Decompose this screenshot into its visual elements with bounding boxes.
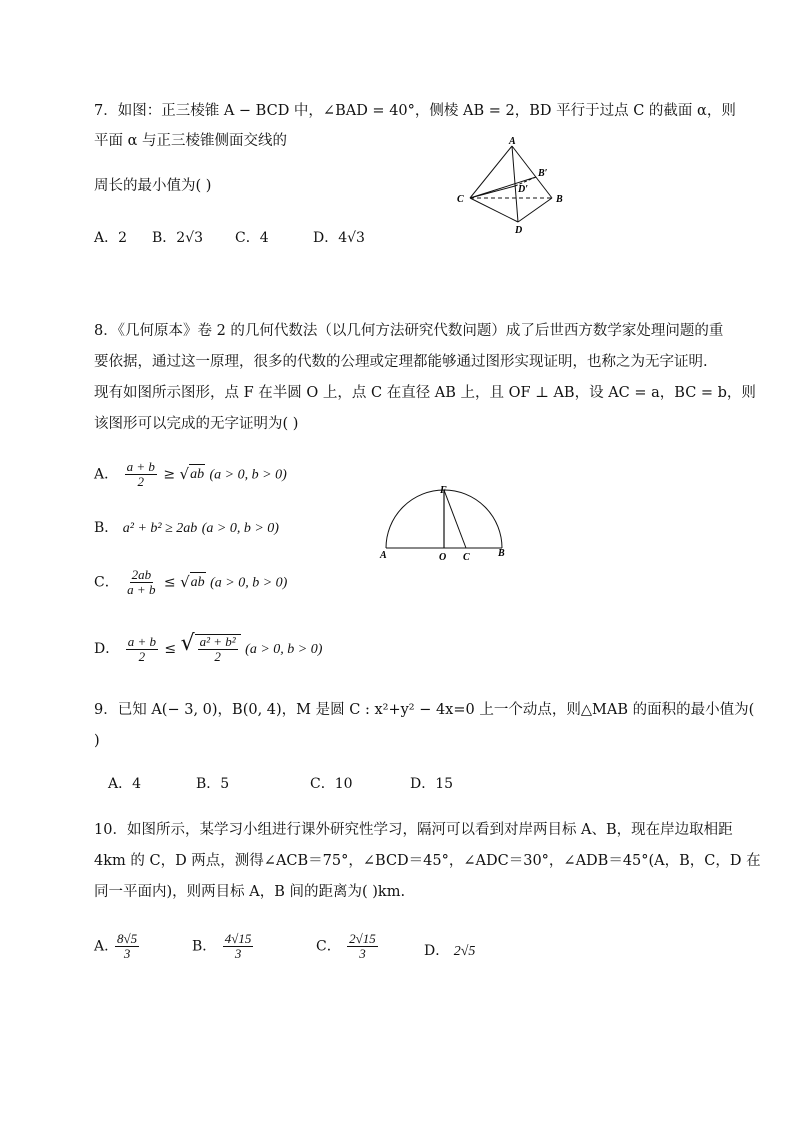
q8-stem-line2: 要依据，通过这一原理，很多的代数的公理或定理都能够通过图形实现证明，也称之为无字证明. <box>94 354 708 370</box>
q8-option-d-sqrt: √ $\frac{\text{a² + b²}}{2}$ <box>181 634 241 664</box>
q10-stem-line1: 10．如图所示，某学习小组进行课外研究性学习，隔河可以看到对岸两目标 A、B，现在岸边取相距 <box>94 822 733 838</box>
q8-option-a <box>94 460 287 489</box>
q8-option-a-label: A． <box>94 466 119 483</box>
q7-label-Dprime: D′ <box>518 184 529 195</box>
q7-label-D: D <box>515 225 523 236</box>
q10-option-a-numerator: 8√5 <box>117 931 138 946</box>
q10-option-a-denominator: 3 <box>123 946 131 961</box>
q10-option-b-label: B． <box>192 938 217 955</box>
q10-option-a-fraction <box>115 932 139 961</box>
q8-option-a-condition: (a > 0, b > 0) <box>209 467 287 483</box>
q8-stem-line3: 现有如图所示图形，点 F 在半圆 O 上，点 C 在直径 AB 上，且 OF ⊥ AB，设 AC = a，BC = b，则 <box>94 385 756 401</box>
q8-option-c-label: C． <box>94 574 119 591</box>
q8-option-d-numerator: a + b <box>127 633 156 649</box>
q8-option-d-denominator: 2 <box>138 648 146 664</box>
q9-option-c: C．10 <box>310 776 353 792</box>
q10-option-c-numerator: 2√15 <box>349 931 376 946</box>
q10-option-d-value: 2√5 <box>453 944 476 959</box>
q8-label-A: A <box>380 550 387 561</box>
q10-option-b <box>192 932 255 961</box>
q8-option-c-relation: ≤ <box>163 574 176 591</box>
q10-stem-line2: 4km 的 C，D 两点，测得∠ACB＝75°，∠BCD＝45°，∠ADC＝30°，∠ADB＝45°(A，B，C，D 在 <box>94 853 761 869</box>
q10-option-c-fraction <box>347 932 378 961</box>
q8-option-c-numerator: 2ab <box>131 567 152 582</box>
q8-option-c <box>94 568 287 597</box>
q9-stem-line1: 9．已知 A(− 3, 0)，B(0, 4)，M 是圆 C : x²+y² − 4x=0 上一个动点，则△MAB 的面积的最小值为( <box>94 702 755 718</box>
q8-option-b-formula: a² + b² ≥ 2ab <box>122 521 198 536</box>
q8-option-c-fraction <box>125 568 157 597</box>
q8-option-d-radicand-denominator: 2 <box>214 649 221 664</box>
q8-option-d-radicand-fraction <box>198 635 238 664</box>
q7-label-A: A <box>509 136 516 147</box>
q9-option-b: B．5 <box>196 776 230 792</box>
q8-option-c-radicand: ab <box>190 572 206 593</box>
q10-option-a-label: A. <box>94 938 109 955</box>
q7-stem-line1: 7．如图：正三棱锥 A − BCD 中，∠BAD = 40°，侧棱 AB = 2，BD 平行于过点 C 的截面 α，则 <box>94 103 736 119</box>
q8-option-d-radicand-numerator: a² + b² <box>199 634 236 649</box>
q10-stem-line3: 同一平面内)，则两目标 A，B 间的距离为( )km. <box>94 884 406 900</box>
q7-label-B: B <box>556 194 563 205</box>
q7-tetrahedron-figure <box>448 134 578 239</box>
q8-option-b-condition: (a > 0, b > 0) <box>201 521 279 536</box>
q7-label-C: C <box>457 194 464 205</box>
q8-semicircle-figure <box>376 484 516 564</box>
q8-option-d-label: D． <box>94 641 120 657</box>
q8-option-a-relation: ≥ <box>163 466 176 483</box>
q7-label-Bprime: B′ <box>538 168 548 179</box>
q10-option-b-denominator: 3 <box>234 946 242 961</box>
q10-option-b-numerator: 4√15 <box>224 931 252 946</box>
q10-option-d <box>424 941 475 962</box>
q8-option-a-sqrt: √ ab <box>179 465 205 483</box>
q8-label-F: F <box>440 485 447 496</box>
q8-option-b <box>94 518 279 539</box>
q10-option-a <box>94 932 141 961</box>
q7-option-b: B．2√3 <box>152 230 204 246</box>
q10-option-c-label: C． <box>316 938 341 955</box>
q10-option-d-label: D． <box>424 943 450 959</box>
q8-option-c-condition: (a > 0, b > 0) <box>210 575 288 591</box>
q8-label-O: O <box>439 552 447 563</box>
q8-option-a-fraction <box>125 460 157 489</box>
q8-option-a-denominator: 2 <box>137 474 144 489</box>
q10-option-c <box>316 932 380 961</box>
q8-option-a-radicand: ab <box>189 464 205 485</box>
q8-label-B: B <box>498 548 505 559</box>
q9-option-a: A．4 <box>108 776 142 792</box>
q8-option-a-numerator: a + b <box>126 459 155 474</box>
q7-option-a: A．2 <box>94 230 128 246</box>
q8-stem-line4: 该图形可以完成的无字证明为( ) <box>94 416 299 432</box>
q10-option-c-denominator: 3 <box>359 946 366 961</box>
q8-stem-line1: 8．《几何原本》卷 2 的几何代数法（以几何方法研究代数问题）成了后世西方数学家处理问题的重 <box>94 323 724 339</box>
q9-option-d: D．15 <box>410 776 454 792</box>
q9-stem-line2: ) <box>94 733 100 749</box>
q8-option-d <box>94 631 323 664</box>
q7-stem-line2: 平面 α 与正三棱锥侧面交线的 <box>94 133 288 149</box>
q8-option-d-relation: ≤ <box>164 641 177 657</box>
q8-option-c-denominator: a + b <box>127 582 156 597</box>
q8-option-d-condition: (a > 0, b > 0) <box>245 642 323 657</box>
q7-option-c: C．4 <box>235 230 269 246</box>
q8-option-b-label: B． <box>94 520 119 536</box>
q8-option-c-sqrt: √ ab <box>180 573 205 591</box>
q8-option-d-fraction <box>126 635 158 664</box>
q10-option-b-fraction <box>223 932 254 961</box>
q7-option-d: D．4√3 <box>313 230 365 246</box>
q8-label-C: C <box>463 552 470 563</box>
q7-stem-line3: 周长的最小值为( ) <box>94 178 212 194</box>
